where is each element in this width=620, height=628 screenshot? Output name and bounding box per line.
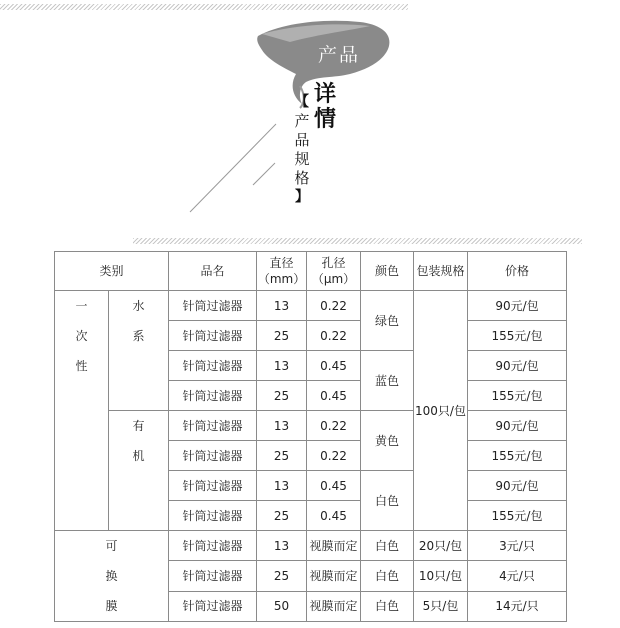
cell-diameter: 13 — [257, 351, 307, 381]
category-disposable: 一 次 性 — [55, 291, 109, 531]
cell-price: 155元/包 — [468, 381, 567, 411]
cell-diameter: 13 — [257, 471, 307, 501]
category-replaceable: 可 换 膜 — [55, 531, 169, 622]
cell-pore: 0.22 — [307, 291, 361, 321]
decorative-line-short — [253, 163, 275, 185]
subcategory-organic: 有 机 — [109, 411, 169, 531]
cell-color: 白色 — [361, 531, 414, 561]
cell-price: 90元/包 — [468, 291, 567, 321]
cell-diameter: 50 — [257, 591, 307, 621]
cell-color-blue: 蓝色 — [361, 351, 414, 411]
cell-diameter: 13 — [257, 411, 307, 441]
table-header-row — [55, 252, 567, 291]
cell-pore: 0.45 — [307, 351, 361, 381]
cell-price: 3元/只 — [468, 531, 567, 561]
cell-diameter: 25 — [257, 501, 307, 531]
cell-pore: 0.22 — [307, 441, 361, 471]
header-category: 类别 — [55, 252, 169, 291]
header-name: 品名 — [169, 252, 257, 291]
cell-pack: 10只/包 — [414, 561, 468, 591]
header-price: 价格 — [468, 252, 567, 291]
cell-diameter: 25 — [257, 441, 307, 471]
cell-price: 155元/包 — [468, 321, 567, 351]
page-title: 详 情 — [313, 82, 336, 132]
cell-pore: 0.22 — [307, 321, 361, 351]
cell-name: 针筒过滤器 — [169, 291, 257, 321]
cell-name: 针筒过滤器 — [169, 591, 257, 621]
cell-name: 针筒过滤器 — [169, 321, 257, 351]
cell-name: 针筒过滤器 — [169, 381, 257, 411]
cell-name: 针筒过滤器 — [169, 561, 257, 591]
cell-name: 针筒过滤器 — [169, 531, 257, 561]
cell-name: 针筒过滤器 — [169, 501, 257, 531]
cell-pack: 5只/包 — [414, 591, 468, 621]
page-subtitle: 【 产 品 规 格 】 — [294, 94, 310, 205]
cell-diameter: 25 — [257, 561, 307, 591]
spec-table — [54, 251, 567, 622]
cell-price: 4元/只 — [468, 561, 567, 591]
cell-color-green: 绿色 — [361, 291, 414, 351]
cell-pore: 视膜而定 — [307, 591, 361, 621]
cell-name: 针筒过滤器 — [169, 411, 257, 441]
cell-pack-disposable: 100只/包 — [414, 291, 468, 531]
cell-pore: 0.22 — [307, 411, 361, 441]
header-diameter: 直径 （mm） — [257, 252, 307, 291]
cell-price: 90元/包 — [468, 411, 567, 441]
brush-label: 产品 — [318, 44, 361, 66]
decorative-hatch-divider — [133, 238, 582, 244]
cell-diameter: 13 — [257, 531, 307, 561]
cell-price: 14元/只 — [468, 591, 567, 621]
table-row — [55, 291, 567, 321]
decorative-line-long — [190, 124, 276, 212]
cell-price: 90元/包 — [468, 471, 567, 501]
cell-pore: 0.45 — [307, 501, 361, 531]
cell-name: 针筒过滤器 — [169, 471, 257, 501]
cell-pore: 0.45 — [307, 471, 361, 501]
cell-pack: 20只/包 — [414, 531, 468, 561]
cell-color-white: 白色 — [361, 471, 414, 531]
cell-name: 针筒过滤器 — [169, 441, 257, 471]
cell-color: 白色 — [361, 561, 414, 591]
cell-pore: 0.45 — [307, 381, 361, 411]
cell-color-yellow: 黄色 — [361, 411, 414, 471]
cell-diameter: 25 — [257, 381, 307, 411]
header-pore: 孔径 （μm） — [307, 252, 361, 291]
cell-price: 155元/包 — [468, 441, 567, 471]
header-banner — [0, 0, 620, 230]
cell-diameter: 25 — [257, 321, 307, 351]
cell-price: 90元/包 — [468, 351, 567, 381]
cell-pore: 视膜而定 — [307, 561, 361, 591]
cell-name: 针筒过滤器 — [169, 351, 257, 381]
subcategory-aqueous: 水 系 — [109, 291, 169, 411]
cell-diameter: 13 — [257, 291, 307, 321]
header-color: 颜色 — [361, 252, 414, 291]
table-row — [55, 531, 567, 561]
table-row — [55, 411, 567, 441]
cell-color: 白色 — [361, 591, 414, 621]
cell-pore: 视膜而定 — [307, 531, 361, 561]
header-pack: 包装规格 — [414, 252, 468, 291]
cell-price: 155元/包 — [468, 501, 567, 531]
